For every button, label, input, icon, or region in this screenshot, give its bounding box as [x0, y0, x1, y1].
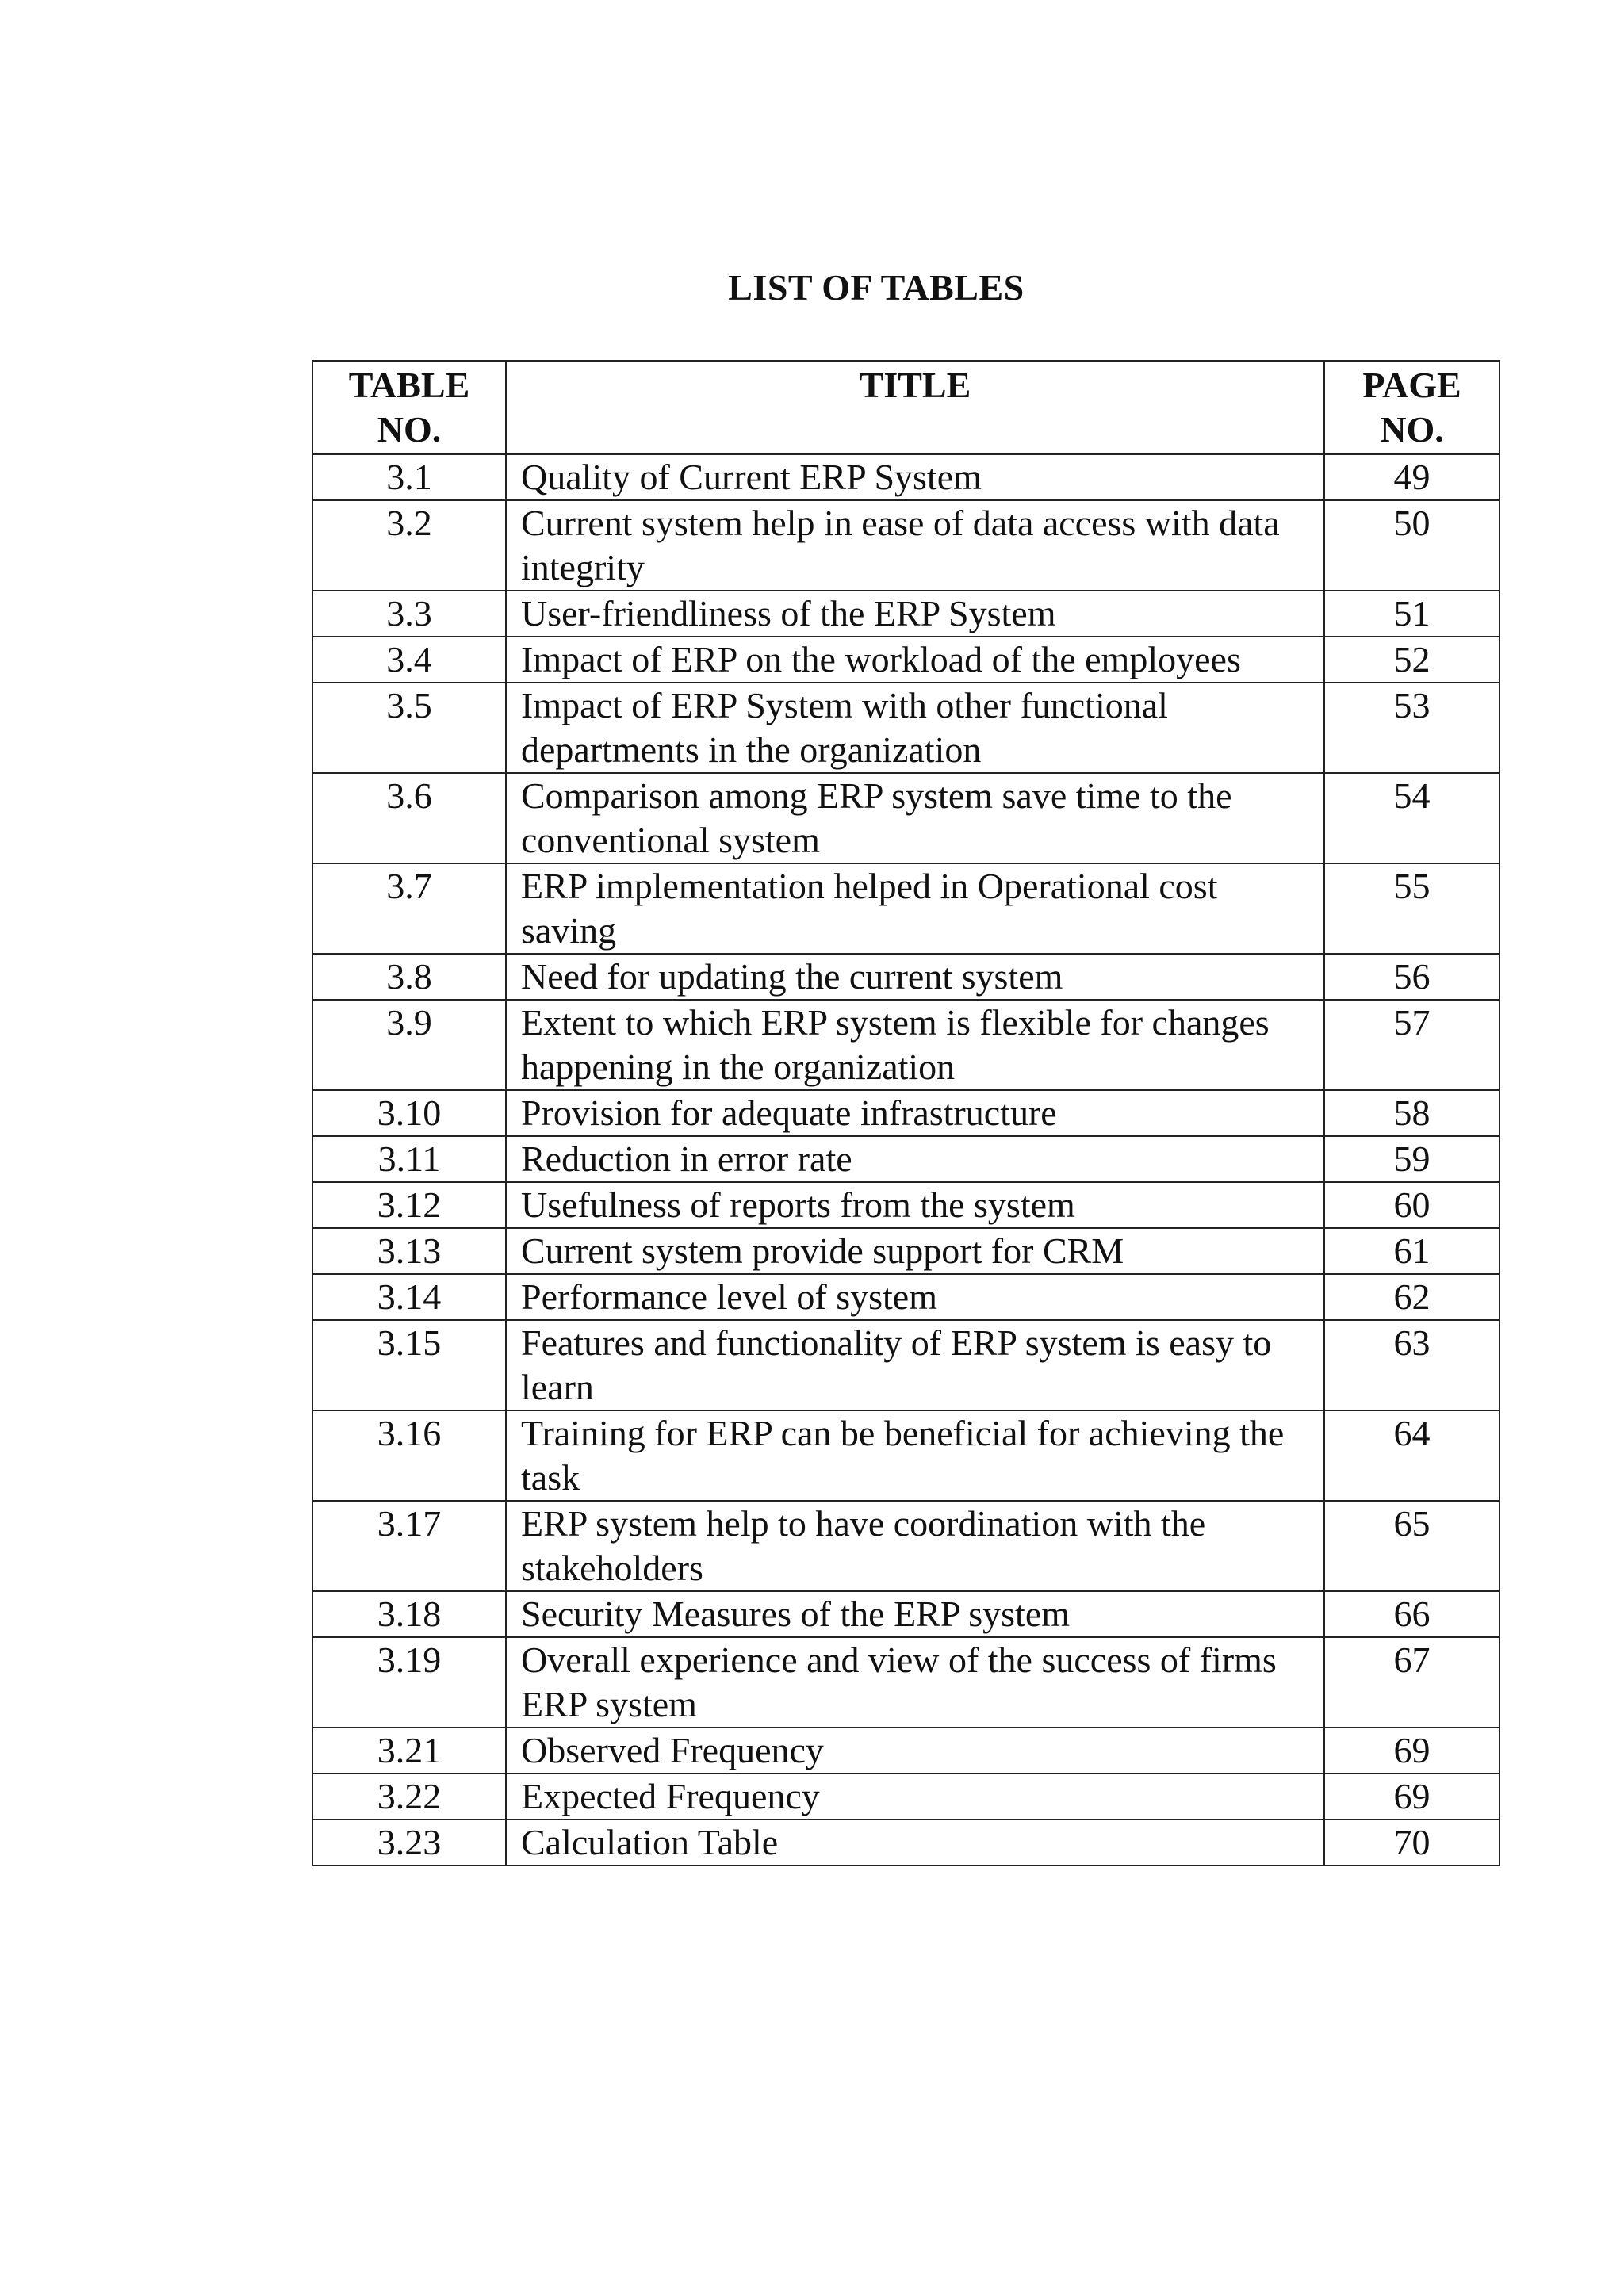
page-number-cell: 62	[1324, 1274, 1500, 1320]
table-number-cell: 3.21	[312, 1728, 506, 1774]
table-row	[312, 863, 1500, 954]
table-title-cell: Extent to which ERP system is flexible for changes happening in the organization	[506, 1000, 1324, 1090]
table-number-cell: 3.12	[312, 1182, 506, 1228]
table-row	[312, 1228, 1500, 1274]
table-row	[312, 1000, 1500, 1090]
table-number-cell: 3.9	[312, 1000, 506, 1090]
page-number-cell: 58	[1324, 1090, 1500, 1136]
table-number-cell: 3.5	[312, 683, 506, 773]
table-title-cell: ERP system help to have coordination with the stakeholders	[506, 1501, 1324, 1591]
table-number-cell: 3.22	[312, 1774, 506, 1820]
table-number-cell: 3.2	[312, 500, 506, 591]
table-row	[312, 454, 1500, 500]
table-number-cell: 3.7	[312, 863, 506, 954]
table-title-cell: Calculation Table	[506, 1820, 1324, 1866]
page-number-cell: 60	[1324, 1182, 1500, 1228]
table-number-cell: 3.13	[312, 1228, 506, 1274]
table-number-cell: 3.15	[312, 1320, 506, 1410]
page-number-cell: 55	[1324, 863, 1500, 954]
table-number-cell: 3.14	[312, 1274, 506, 1320]
page-number-cell: 59	[1324, 1136, 1500, 1182]
table-number-cell: 3.8	[312, 954, 506, 1000]
table-title-cell: Comparison among ERP system save time to the conventional system	[506, 773, 1324, 863]
table-title-cell: Usefulness of reports from the system	[506, 1182, 1324, 1228]
table-number-cell: 3.17	[312, 1501, 506, 1591]
table-number-cell: 3.3	[312, 591, 506, 637]
table-title-cell: Provision for adequate infrastructure	[506, 1090, 1324, 1136]
table-title-cell: Expected Frequency	[506, 1774, 1324, 1820]
page-number-cell: 70	[1324, 1820, 1500, 1866]
table-row	[312, 1501, 1500, 1591]
page-number-cell: 65	[1324, 1501, 1500, 1591]
table-number-cell: 3.16	[312, 1410, 506, 1501]
table-title-cell: Overall experience and view of the success of firms ERP system	[506, 1637, 1324, 1728]
page-number-cell: 69	[1324, 1728, 1500, 1774]
page-number-cell: 63	[1324, 1320, 1500, 1410]
table-row	[312, 1274, 1500, 1320]
page-number-cell: 50	[1324, 500, 1500, 591]
header-page-no-line2: NO.	[1380, 409, 1444, 450]
page-number-cell: 69	[1324, 1774, 1500, 1820]
table-title-cell: Need for updating the current system	[506, 954, 1324, 1000]
table-row	[312, 1637, 1500, 1728]
page-number-cell: 54	[1324, 773, 1500, 863]
page-number-cell: 53	[1324, 683, 1500, 773]
page-number-cell: 66	[1324, 1591, 1500, 1637]
table-row	[312, 1090, 1500, 1136]
table-row	[312, 1410, 1500, 1501]
page-number-cell: 57	[1324, 1000, 1500, 1090]
header-table-no	[312, 361, 506, 454]
header-table-no-line2: NO.	[377, 409, 442, 450]
table-title-cell: User-friendliness of the ERP System	[506, 591, 1324, 637]
table-number-cell: 3.1	[312, 454, 506, 500]
table-row	[312, 500, 1500, 591]
table-title-cell: Current system help in ease of data access with data integrity	[506, 500, 1324, 591]
page-number-cell: 64	[1324, 1410, 1500, 1501]
table-row	[312, 1820, 1500, 1866]
table-row	[312, 1136, 1500, 1182]
header-title: TITLE	[506, 361, 1324, 454]
table-row	[312, 773, 1500, 863]
page-number-cell: 56	[1324, 954, 1500, 1000]
table-row	[312, 1591, 1500, 1637]
table-body	[312, 454, 1500, 1866]
table-title-cell: Impact of ERP on the workload of the employees	[506, 637, 1324, 683]
header-row	[312, 361, 1500, 454]
table-row	[312, 591, 1500, 637]
table-number-cell: 3.19	[312, 1637, 506, 1728]
table-title-cell: Observed Frequency	[506, 1728, 1324, 1774]
table-number-cell: 3.23	[312, 1820, 506, 1866]
table-title-cell: Training for ERP can be beneficial for achieving the task	[506, 1410, 1324, 1501]
table-number-cell: 3.11	[312, 1136, 506, 1182]
table-number-cell: 3.10	[312, 1090, 506, 1136]
table-title-cell: Performance level of system	[506, 1274, 1324, 1320]
header-page-no	[1324, 361, 1500, 454]
table-title-cell: Impact of ERP System with other functional departments in the organization	[506, 683, 1324, 773]
table-number-cell: 3.4	[312, 637, 506, 683]
page-number-cell: 49	[1324, 454, 1500, 500]
table-row	[312, 683, 1500, 773]
list-of-tables	[312, 360, 1500, 1866]
table-row	[312, 637, 1500, 683]
table-title-cell: Reduction in error rate	[506, 1136, 1324, 1182]
table-row	[312, 1320, 1500, 1410]
table-row	[312, 1182, 1500, 1228]
table-title-cell: Current system provide support for CRM	[506, 1228, 1324, 1274]
table-title-cell: Quality of Current ERP System	[506, 454, 1324, 500]
table-number-cell: 3.18	[312, 1591, 506, 1637]
table-title-cell: Security Measures of the ERP system	[506, 1591, 1324, 1637]
table-header	[312, 361, 1500, 454]
header-table-no-line1: TABLE	[348, 365, 470, 405]
table-row	[312, 1728, 1500, 1774]
page-number-cell: 51	[1324, 591, 1500, 637]
page-number-cell: 61	[1324, 1228, 1500, 1274]
table-row	[312, 954, 1500, 1000]
table-title-cell: ERP implementation helped in Operational cost saving	[506, 863, 1324, 954]
table-row	[312, 1774, 1500, 1820]
table-number-cell: 3.6	[312, 773, 506, 863]
header-page-no-line1: PAGE	[1362, 365, 1461, 405]
page-number-cell: 52	[1324, 637, 1500, 683]
page-number-cell: 67	[1324, 1637, 1500, 1728]
page-title: LIST OF TABLES	[728, 267, 1025, 308]
table-title-cell: Features and functionality of ERP system is easy to learn	[506, 1320, 1324, 1410]
